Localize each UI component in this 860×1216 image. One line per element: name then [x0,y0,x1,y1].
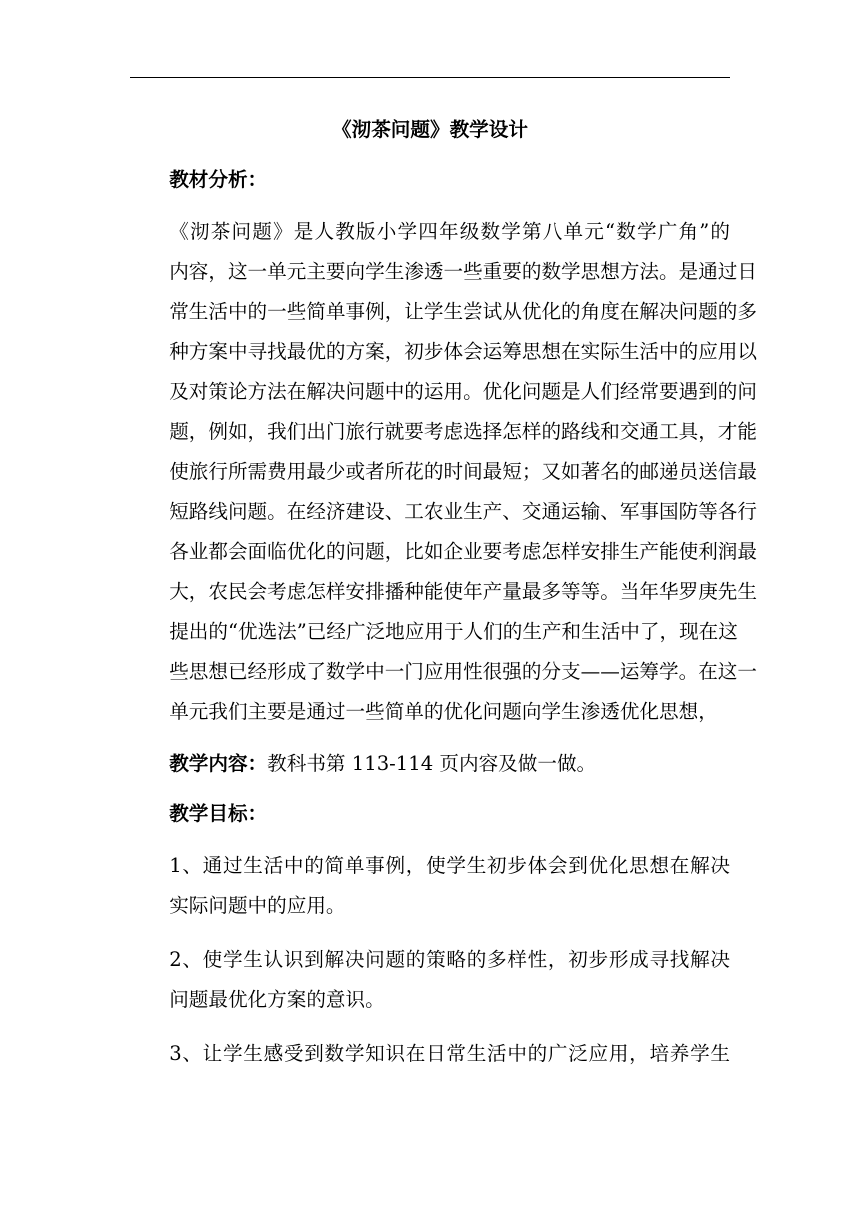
goal-item-1 [130,846,730,926]
analysis-heading: 教材分析： [169,168,268,191]
goals-heading: 教学目标： [169,802,268,825]
analysis-paragraph [130,212,757,732]
analysis-line: 些思想已经形成了数学中一门应用性很强的分支——运筹学。在这一 [169,660,757,683]
analysis-line: 《沏茶问题》是人教版小学四年级数学第八单元“数学广角”的 [169,220,730,243]
goal-line: 实际问题中的应用。 [169,894,346,917]
header-rule [130,77,730,78]
goal-line: 3、让学生感受到数学知识在日常生活中的广泛应用，培养学生 [169,1042,730,1065]
document-title: 《沏茶问题》教学设计 [332,118,528,141]
analysis-line: 及对策论方法在解决问题中的运用。优化问题是人们经常要遇到的问 [169,380,757,403]
teaching-content-line [130,746,730,782]
analysis-line: 短路线问题。在经济建设、工农业生产、交通运输、军事国防等各行 [169,500,757,523]
analysis-line: 单元我们主要是通过一些简单的优化问题向学生渗透优化思想， [169,700,718,723]
analysis-line: 内容，这一单元主要向学生渗透一些重要的数学思想方法。是通过日 [169,260,757,283]
goal-line: 2、使学生认识到解决问题的策略的多样性，初步形成寻找解决 [169,948,730,971]
goal-line: 1、通过生活中的简单事例，使学生初步体会到优化思想在解决 [169,854,730,877]
analysis-line: 大，农民会考虑怎样安排播种能使年产量最多等等。当年华罗庚先生 [169,580,757,603]
analysis-line: 题，例如，我们出门旅行就要考虑选择怎样的路线和交通工具，才能 [169,420,757,443]
analysis-line: 提出的“优选法”已经广泛地应用于人们的生产和生活中了，现在这 [169,620,738,643]
goal-item-2 [130,940,730,1020]
goal-item-3 [130,1034,730,1074]
goal-line: 问题最优化方案的意识。 [169,988,385,1011]
analysis-line: 各业都会面临优化的问题，比如企业要考虑怎样安排生产能使利润最 [169,540,757,563]
teaching-content-heading: 教学内容： [169,752,268,775]
analysis-line: 常生活中的一些简单事例，让学生尝试从优化的角度在解决问题的多 [169,300,757,323]
analysis-line: 种方案中寻找最优的方案，初步体会运筹思想在实际生活中的应用以 [169,340,757,363]
teaching-content-text: 教科书第 113-114 页内容及做一做。 [267,752,597,775]
analysis-line: 使旅行所需费用最少或者所花的时间最短；又如著名的邮递员送信最 [169,460,757,483]
document-body [130,112,757,1074]
